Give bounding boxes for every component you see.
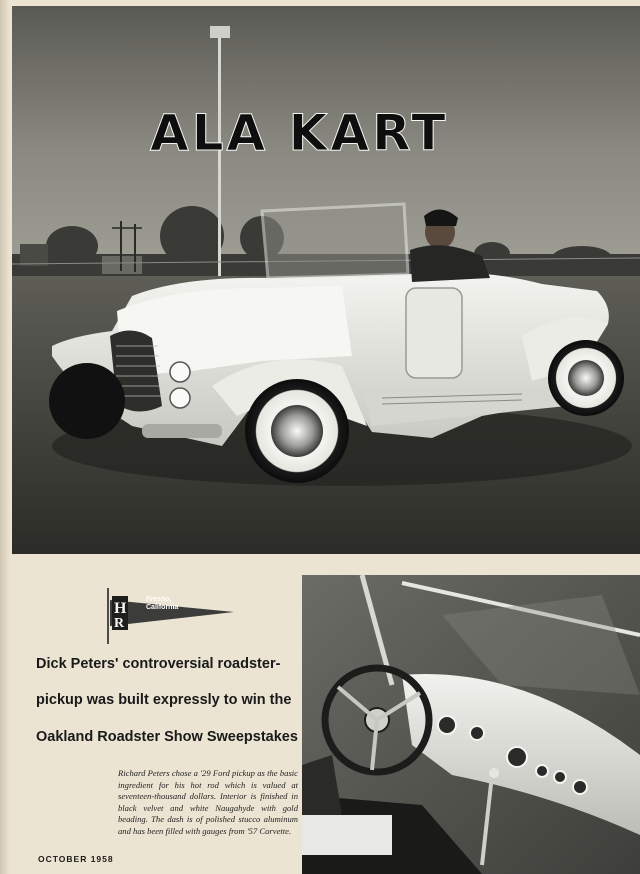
- text-column: [14, 556, 300, 874]
- deck-line-1: Dick Peters' controversial roadster-: [36, 656, 281, 672]
- pennant-flag-icon: [106, 586, 246, 646]
- inset-photo-dashboard: [302, 575, 640, 874]
- page-spine-shadow: [0, 0, 10, 874]
- deck-line-2: pickup was built expressly to win the: [36, 692, 292, 709]
- body-text: Richard Peters chose a '29 Ford pickup as the basic ingredient for his hot rod which is valued at seventeen-thousand dollars. Interior is finished in black velvet and white Naugahyde with gold beading. The dash is of polished stucco aluminum and has been filled with gauges from '57 Corvette.: [118, 768, 298, 836]
- headline-title: ALA KART: [150, 104, 449, 162]
- page-footer-date: OCTOBER 1958: [38, 854, 114, 864]
- deck-line-3: Oakland Roadster Show Sweepstakes: [36, 728, 298, 745]
- svg-text:R: R: [114, 616, 125, 631]
- pennant-state: California: [146, 604, 179, 611]
- pennant-city: Fresno,: [146, 596, 172, 603]
- deck-headline: [36, 656, 316, 765]
- pennant-location: [146, 596, 206, 612]
- svg-text:H: H: [114, 600, 127, 617]
- hero-photo-roadster: [12, 6, 640, 554]
